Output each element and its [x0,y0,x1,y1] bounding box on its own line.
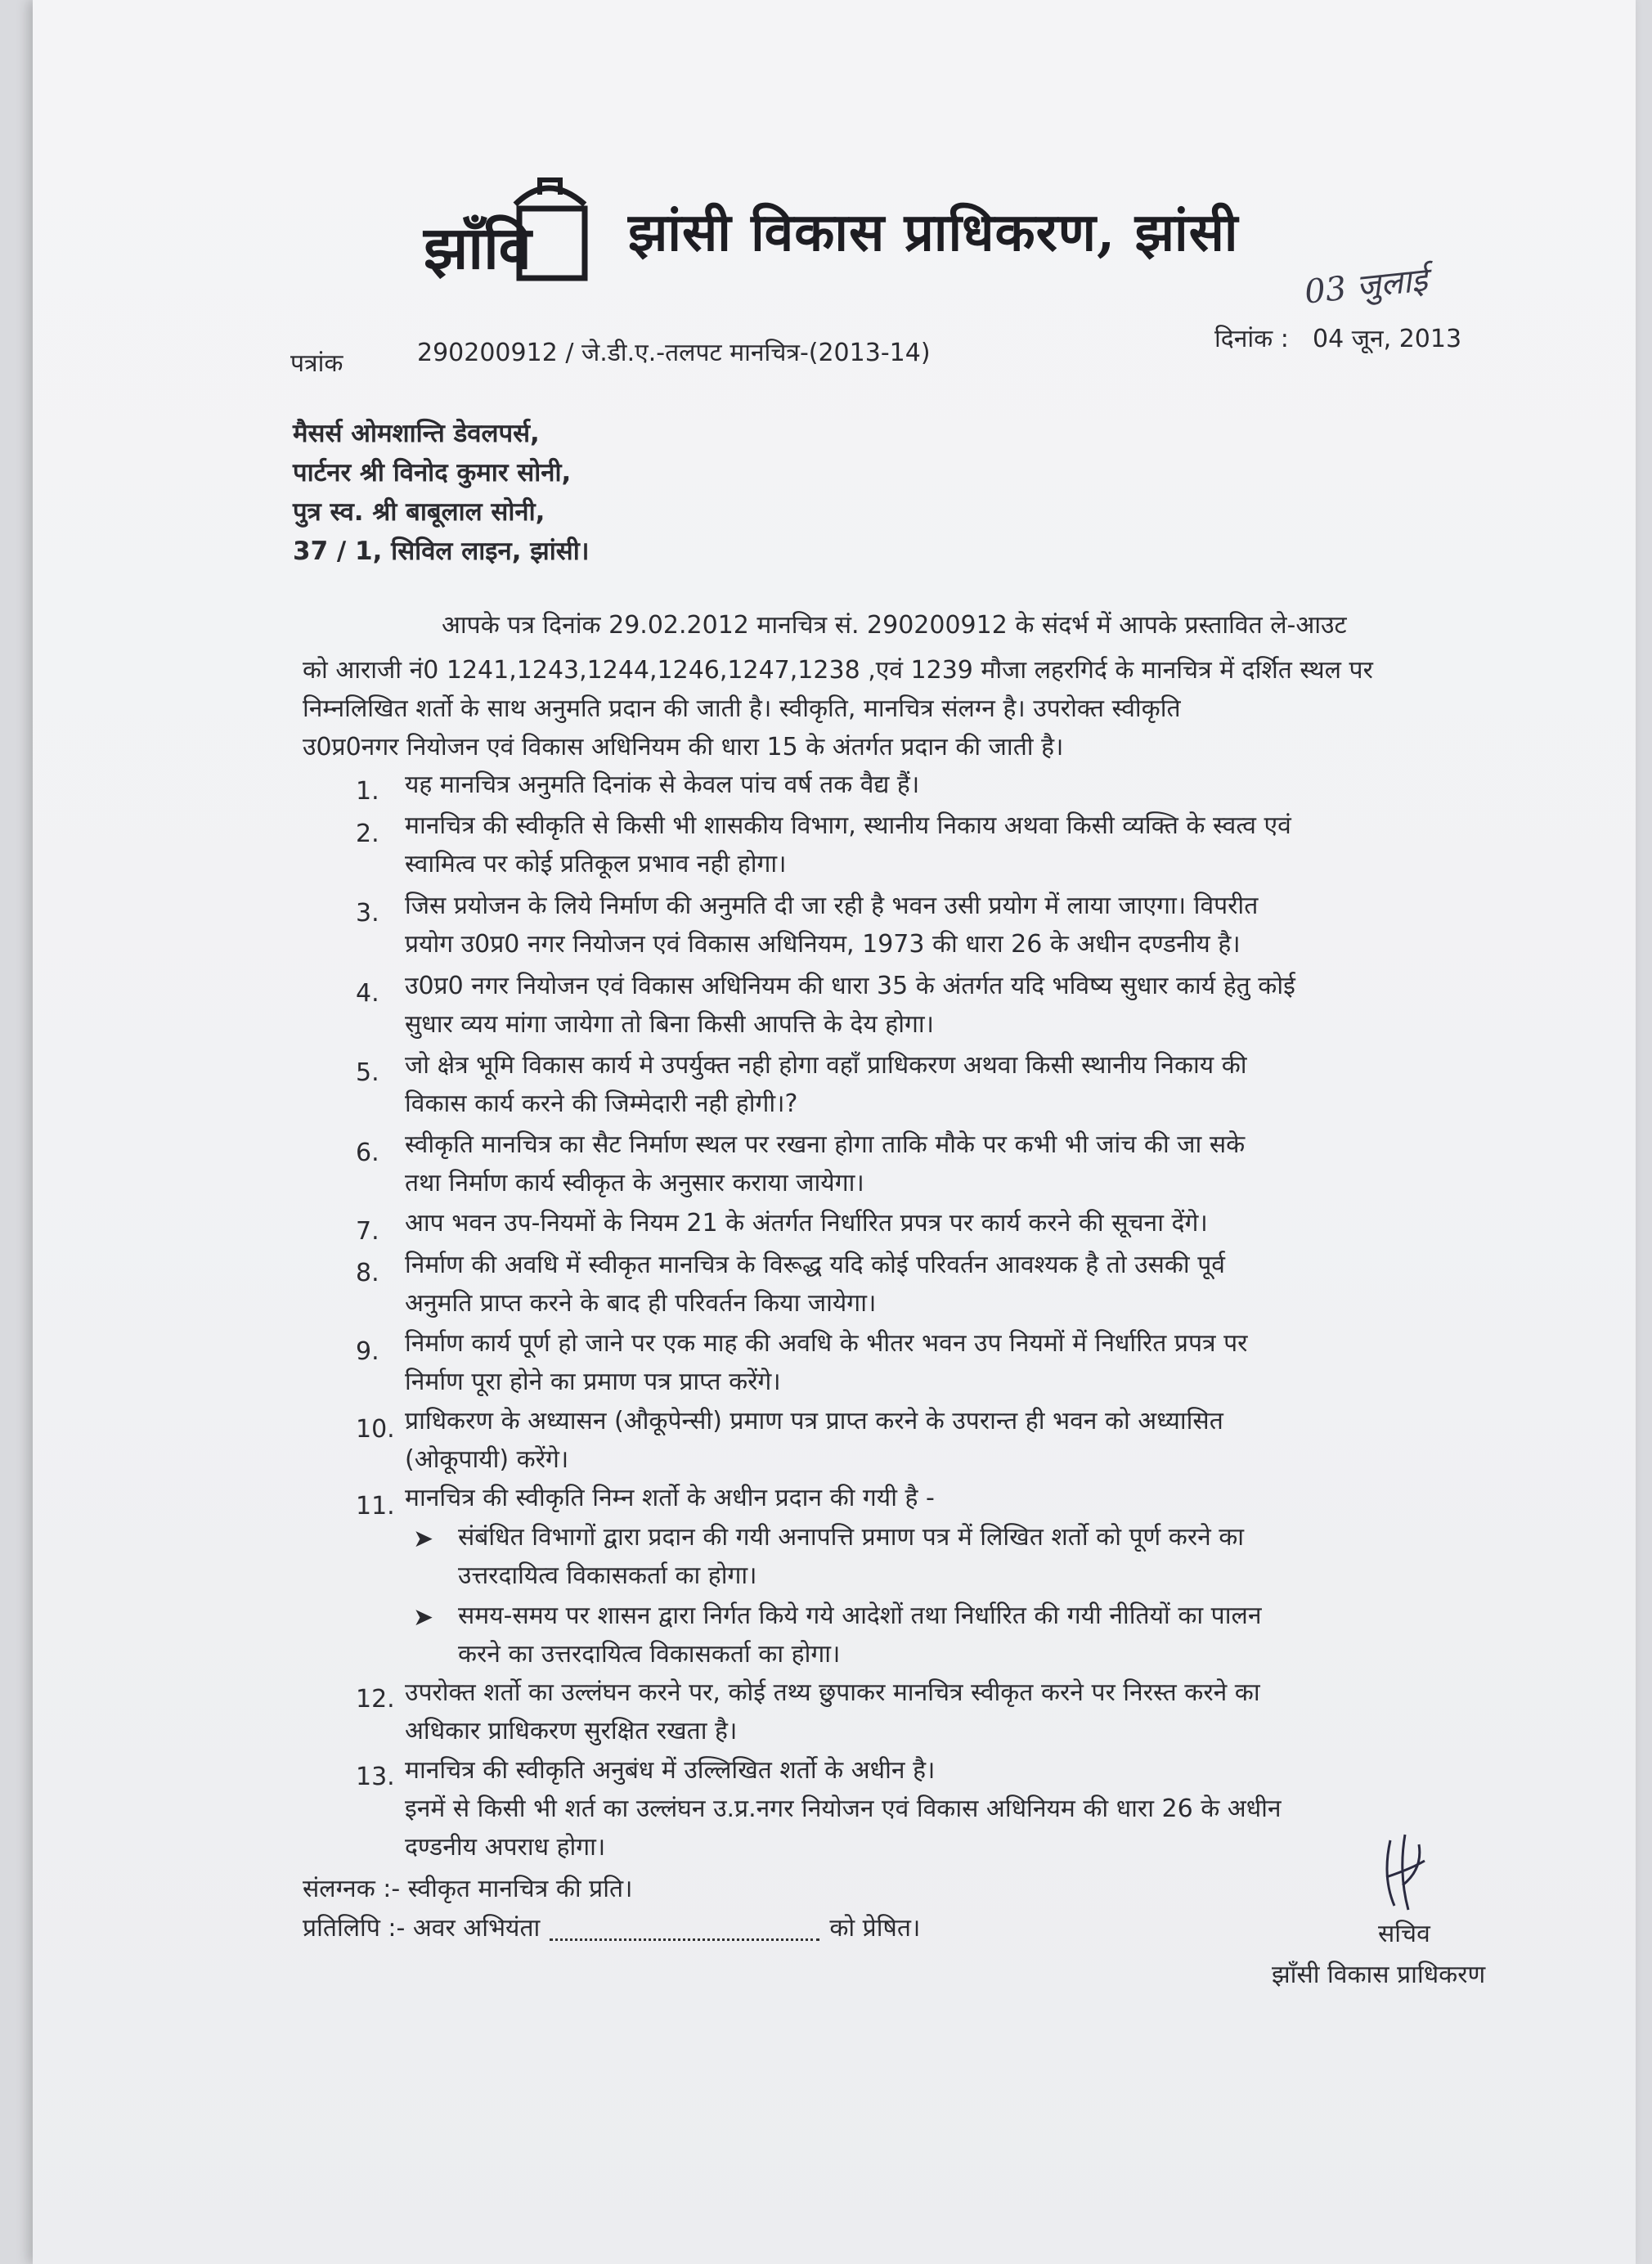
condition-text: निर्माण पूरा होने का प्रमाण पत्र प्राप्त करेंगे। [405,1368,781,1396]
condition-text: दण्डनीय अपराध होगा। [405,1833,606,1862]
condition-number: 4. [356,979,379,1008]
condition-number: 3. [356,899,379,928]
condition-text: यह मानचित्र अनुमति दिनांक से केवल पांच वर्ष तक वैद्य हैं। [405,770,920,799]
copy-to-prefix: प्रतिलिपि :- अवर अभियंता [303,1914,541,1943]
condition-text: (ओकूपायी) करेंगे। [405,1445,569,1474]
condition-text: इनमें से किसी भी शर्त का उल्लंघन उ.प्र.नगर नियोजन एवं विकास अधिनियम की धारा 26 के अधीन [405,1795,1282,1823]
address-line: 37 / 1, सिविल लाइन, झांसी। [293,537,590,566]
signature-icon [1374,1828,1439,1918]
condition-number: 13. [356,1763,395,1791]
condition-number: 7. [356,1217,379,1246]
condition-number: 12. [356,1685,395,1714]
condition-text: मानचित्र की स्वीकृति से किसी भी शासकीय विभाग, स्थानीय निकाय अथवा किसी व्यक्ति के स्वत्व एवं [405,811,1291,840]
condition-number: 10. [356,1415,395,1444]
address-line: पार्टनर श्री विनोद कुमार सोनी, [293,458,572,487]
condition-text: मानचित्र की स्वीकृति अनुबंध में उल्लिखित शर्तो के अधीन है। [405,1756,936,1785]
condition-number: 5. [356,1058,379,1087]
copy-to-line [303,1912,920,1945]
intro-line: आपके पत्र दिनांक 29.02.2012 मानचित्र सं. 290200912 के संदर्भ में आपके प्रस्तावित ले-आउट [442,611,1347,640]
organization-name: झांसी विकास प्राधिकरण, झांसी [628,202,1239,263]
reference-number: 290200912 / जे.डी.ए.-तलपट मानचित्र-(2013-14) [417,339,931,367]
condition-text: उ0प्र0 नगर नियोजन एवं विकास अधिनियम की धारा 35 के अंतर्गत यदि भविष्य सुधार कार्य हेतु कोई [405,972,1295,1000]
condition-number: 11. [356,1492,395,1521]
signatory-organization: झाँसी विकास प्राधिकरण [1272,1961,1486,1989]
jda-logo-icon [417,172,597,294]
condition-text: प्रयोग उ0प्र0 नगर नियोजन एवं विकास अधिनियम, 1973 की धारा 26 के अधीन दण्डनीय है। [405,930,1241,959]
condition-text: मानचित्र की स्वीकृति निम्न शर्तो के अधीन प्रदान की गयी है - [405,1484,935,1512]
blank-dotted-line [550,1917,819,1941]
sub-condition-text: उत्तरदायित्व विकासकर्ता का होगा। [458,1561,757,1590]
condition-text: निर्माण की अवधि में स्वीकृत मानचित्र के विरूद्ध यदि कोई परिवर्तन आवश्यक है तो उसकी पूर्व [405,1251,1225,1279]
sub-condition-text: समय-समय पर शासन द्वारा निर्गत किये गये आदेशों तथा निर्धारित की गयी नीतियों का पालन [458,1601,1262,1630]
condition-text: प्राधिकरण के अध्यासन (औकूपेन्सी) प्रमाण पत्र प्राप्त करने के उपरान्त ही भवन को अध्यासित [405,1407,1223,1435]
condition-text: स्वामित्व पर कोई प्रतिकूल प्रभाव नही होगा। [405,850,787,878]
condition-number: 1. [356,777,379,806]
address-line: मैसर्स ओमशान्ति डेवलपर्स, [293,419,540,448]
condition-number: 9. [356,1337,379,1366]
sub-condition-text: करने का उत्तरदायित्व विकासकर्ता का होगा। [458,1640,841,1669]
condition-text: अनुमति प्राप्त करने के बाद ही परिवर्तन किया जायेगा। [405,1289,877,1318]
condition-text: निर्माण कार्य पूर्ण हो जाने पर एक माह की अवधि के भीतर भवन उप नियमों में निर्धारित प्रपत्र पर [405,1329,1248,1358]
address-line: पुत्र स्व. श्री बाबूलाल सोनी, [293,497,545,527]
condition-text: सुधार व्यय मांगा जायेगा तो बिना किसी आपत्ति के देय होगा। [405,1010,935,1039]
date-printed: 04 जून, 2013 [1313,325,1462,353]
condition-text: जिस प्रयोजन के लिये निर्माण की अनुमति दी जा रही है भवन उसी प्रयोग में लाया जाएगा। विपरीत [405,892,1259,920]
date-label: दिनांक : [1214,325,1289,353]
condition-number: 6. [356,1139,379,1167]
intro-line: निम्नलिखित शर्तो के साथ अनुमति प्रदान की जाती है। स्वीकृति, मानचित्र संलग्न है। उपरोक्त स्वीकृति [303,694,1181,723]
intro-line: को आराजी नं0 1241,1243,1244,1246,1247,1238 ,एवं 1239 मौजा लहरगिर्द के मानचित्र में दर्शित स्थल पर [303,656,1373,685]
arrow-bullet-icon: ➤ [413,1603,434,1632]
date-handwritten: 03 जुलाई [1303,261,1430,312]
condition-text: विकास कार्य करने की जिम्मेदारी नही होगी।? [405,1089,798,1118]
condition-number: 8. [356,1259,379,1287]
condition-text: तथा निर्माण कार्य स्वीकृत के अनुसार कराया जायेगा। [405,1169,864,1197]
condition-text: उपरोक्त शर्तो का उल्लंघन करने पर, कोई तथ्य छुपाकर मानचित्र स्वीकृत करने पर निरस्त करने का [405,1678,1260,1707]
arrow-bullet-icon: ➤ [413,1525,434,1553]
letter-sheet [33,0,1636,2264]
condition-number: 2. [356,820,379,848]
condition-text: आप भवन उप-नियमों के नियम 21 के अंतर्गत निर्धारित प्रपत्र पर कार्य करने की सूचना देंगे। [405,1209,1208,1238]
copy-to-suffix: को प्रेषित। [829,1914,921,1943]
sub-condition-text: संबंधित विभागों द्वारा प्रदान की गयी अनापत्ति प्रमाण पत्र में लिखित शर्तो को पूर्ण करने का [458,1523,1245,1552]
intro-line: उ0प्र0नगर नियोजन एवं विकास अधिनियम की धारा 15 के अंतर्गत प्रदान की जाती है। [303,733,1064,761]
reference-label: पत्रांक [290,349,343,378]
condition-text: स्वीकृति मानचित्र का सैट निर्माण स्थल पर रखना होगा ताकि मौके पर कभी भी जांच की जा सके [405,1130,1246,1159]
condition-text: जो क्षेत्र भूमि विकास कार्य मे उपर्युक्त नही होगा वहाँ प्राधिकरण अथवा किसी स्थानीय निकाय की [405,1051,1247,1080]
logo-text: झाँवि [424,213,532,282]
signatory-title: सचिव [1378,1920,1430,1948]
enclosure-note: संलग्नक :- स्वीकृत मानचित्र की प्रति। [303,1875,633,1903]
condition-text: अधिकार प्राधिकरण सुरक्षित रखता है। [405,1717,738,1745]
